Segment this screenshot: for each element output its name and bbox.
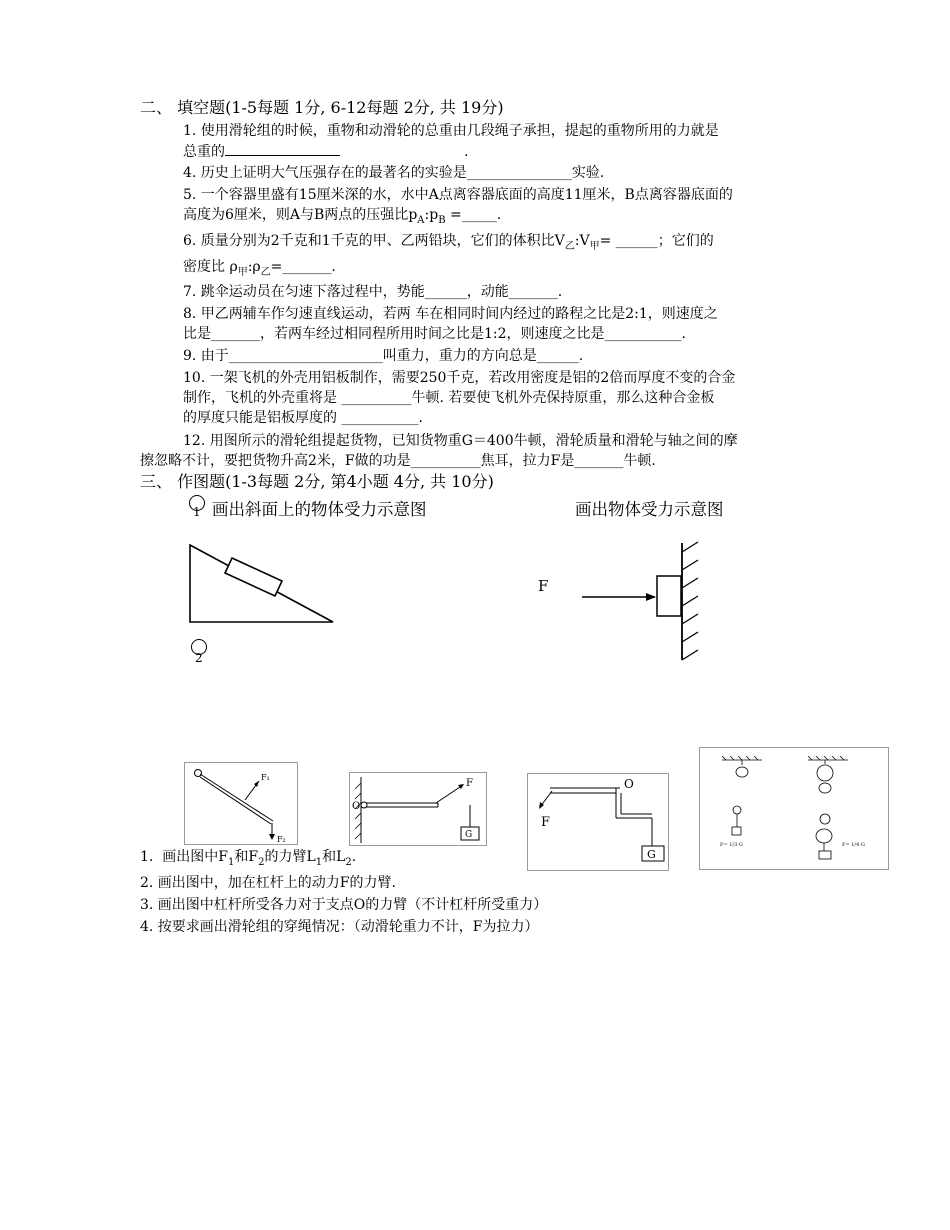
subscript-b: B bbox=[438, 214, 446, 226]
question-6-line2 bbox=[183, 258, 336, 282]
item-1-end: . bbox=[351, 849, 357, 865]
drawing-item-3: 3. 画出图中杠杆所受各力对于支点O的力臂（不计杠杆所受重力） bbox=[140, 897, 548, 913]
circle-1-number: 1 bbox=[193, 505, 201, 519]
question-6-end: = ______；它们的 bbox=[599, 233, 714, 249]
pulley-figure bbox=[699, 747, 889, 870]
question-7: 7. 跳伞运动员在匀速下落过程中，势能______，动能_______. bbox=[183, 284, 563, 300]
section3-header: 三、 作图题(1-3每题 2分, 第4小题 4分, 共 10分) bbox=[140, 472, 494, 491]
lever-figure-3 bbox=[527, 773, 669, 871]
subscript-jia: 甲 bbox=[589, 240, 600, 252]
figure1-title: 画出斜面上的物体受力示意图 bbox=[212, 500, 427, 519]
question-4: 4. 历史上证明大气压强存在的最著名的实验是_______________实验. bbox=[183, 165, 605, 181]
g-label: G bbox=[465, 830, 473, 840]
question-6-end-2: =_______. bbox=[270, 259, 336, 275]
pressure-symbol-b: :p bbox=[424, 207, 439, 223]
question-1-text: 总重的 bbox=[183, 144, 225, 160]
circle-2-number: 2 bbox=[195, 651, 203, 665]
question-4-end: 实验. bbox=[571, 165, 605, 181]
question-5-line1: 5. 一个容器里盛有15厘米深的水，水中A点离容器底面的高度11厘米，B点离容器底面的 bbox=[183, 187, 733, 203]
question-1-line1: 1. 使用滑轮组的时候，重物和动滑轮的总重由几段绳子承担，提起的重物所用的力就是 bbox=[183, 123, 719, 139]
pulley-right-label: F= 1/4 G bbox=[842, 842, 865, 848]
item-1-mid-2: 的力臂L bbox=[264, 849, 316, 865]
question-8-line1: 8. 甲乙两辅车作匀速直线运动，若两 车在相同时间内经过的路程之比是2:1，则速度之 bbox=[183, 306, 718, 322]
question-12-line1: 12. 用图所示的滑轮组提起货物，已知货物重G＝400牛顿，滑轮质量和滑轮与轴之间的摩 bbox=[183, 433, 738, 449]
question-10-line2: 制作，飞机的外壳重将是 __________牛顿. 若要使飞机外壳保持原重，那么这种合金板 bbox=[183, 390, 715, 406]
sub-1: 1 bbox=[227, 856, 235, 868]
figure1b-title: 画出物体受力示意图 bbox=[575, 500, 724, 519]
drawing-item-1 bbox=[140, 848, 356, 872]
item-1-mid: 和F bbox=[234, 849, 259, 865]
question-10-line3: 的厚度只能是铝板厚度的 ___________. bbox=[183, 410, 423, 426]
section2-header: 二、 填空题(1-5每题 1分, 6-12每题 2分, 共 19分) bbox=[140, 98, 504, 117]
item-1-mid-3: 和L bbox=[322, 849, 346, 865]
subscript-yi: 乙 bbox=[564, 240, 575, 252]
lever-figure-1 bbox=[184, 762, 298, 845]
question-5-line2 bbox=[183, 206, 501, 230]
sub-3: 1 bbox=[315, 856, 323, 868]
o-label-2: O bbox=[624, 777, 634, 791]
drawing-item-4: 4. 按要求画出滑轮组的穿绳情况：（动滑轮重力不计，F为拉力） bbox=[140, 919, 539, 935]
subscript-jia-2: 甲 bbox=[237, 266, 248, 278]
question-5-text: 高度为6厘米，则A与B两点的压强比 bbox=[183, 207, 409, 223]
f-label: F bbox=[466, 778, 473, 789]
pressure-symbol: p bbox=[408, 207, 418, 223]
item-1-text: 画出图中F bbox=[162, 849, 228, 865]
question-6-text: 6. 质量分别为2千克和1千克的甲、乙两铅块，它们的体积比V bbox=[183, 233, 565, 249]
o-label: O bbox=[352, 801, 361, 812]
g-label-2: G bbox=[647, 848, 656, 861]
question-9: 9. 由于______________________叫重力，重力的方向总是______. bbox=[183, 348, 584, 364]
question-5-end: =_____. bbox=[445, 207, 502, 223]
sub-4: 2 bbox=[345, 856, 352, 868]
sub-2: 2 bbox=[258, 856, 265, 868]
lever-figure-2 bbox=[349, 772, 487, 846]
drawing-item-2: 2. 画出图中，加在杠杆上的动力F的力臂. bbox=[140, 875, 396, 891]
question-10-line1: 10. 一架飞机的外壳用铝板制作，需要250千克，若改用密度是铝的2倍而厚度不变的合金 bbox=[183, 370, 736, 386]
question-6-line1 bbox=[183, 232, 714, 256]
answer-blank bbox=[225, 142, 340, 156]
volume-symbol: :V bbox=[574, 233, 590, 249]
question-8-line2: 比是_______，若两车经过相同程所用时间之比是1:2，则速度之比是___________. bbox=[183, 326, 686, 342]
force-f-label: F bbox=[538, 577, 549, 595]
f2-label: F₂ bbox=[277, 835, 286, 844]
item-1-number: 1. bbox=[140, 849, 154, 865]
f1-label: F₁ bbox=[261, 773, 270, 782]
subscript-yi-2: 乙 bbox=[260, 266, 271, 278]
density-text: 密度比 ρ bbox=[183, 259, 238, 275]
question-4-text: 4. 历史上证明大气压强存在的最著名的实验是 bbox=[183, 165, 467, 181]
f-label-2: F bbox=[541, 815, 551, 830]
subscript-a: A bbox=[417, 214, 425, 226]
density-symbol: :ρ bbox=[247, 259, 261, 275]
incline-figure bbox=[185, 540, 340, 630]
question-12-line2: 擦忽略不计，要把货物升高2米，F做的功是__________焦耳，拉力F是_______牛顿. bbox=[140, 453, 656, 469]
pulley-left-label: F= 1/3 G bbox=[720, 842, 743, 848]
question-1-line2: 总重的 . bbox=[183, 144, 469, 160]
wall-block-figure bbox=[575, 538, 705, 663]
